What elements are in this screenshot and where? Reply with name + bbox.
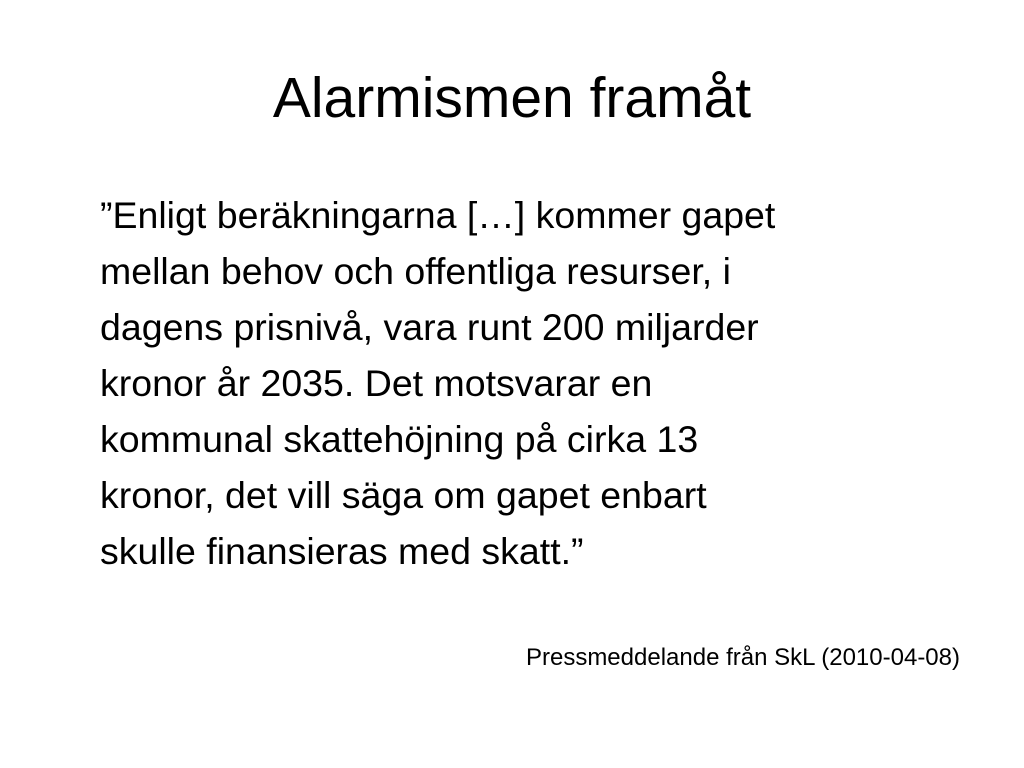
slide-title: Alarmismen framåt <box>272 66 752 130</box>
quote-source: Pressmeddelande från SkL (2010-04-08) <box>525 644 960 671</box>
quote-line: kommunal skattehöjning på cirka 13 <box>100 418 699 460</box>
quote-line: dagens prisnivå, vara runt 200 miljarder <box>100 306 759 348</box>
quote-line: skulle finansieras med skatt.” <box>100 530 584 572</box>
quote-block <box>100 187 960 579</box>
quote-line: mellan behov och offentliga resurser, i <box>100 250 731 292</box>
quote-line: kronor år 2035. Det motsvarar en <box>100 362 653 404</box>
quote-line: kronor, det vill säga om gapet enbart <box>100 474 707 516</box>
quote-line: ”Enligt beräkningarna […] kommer gapet <box>100 194 776 236</box>
